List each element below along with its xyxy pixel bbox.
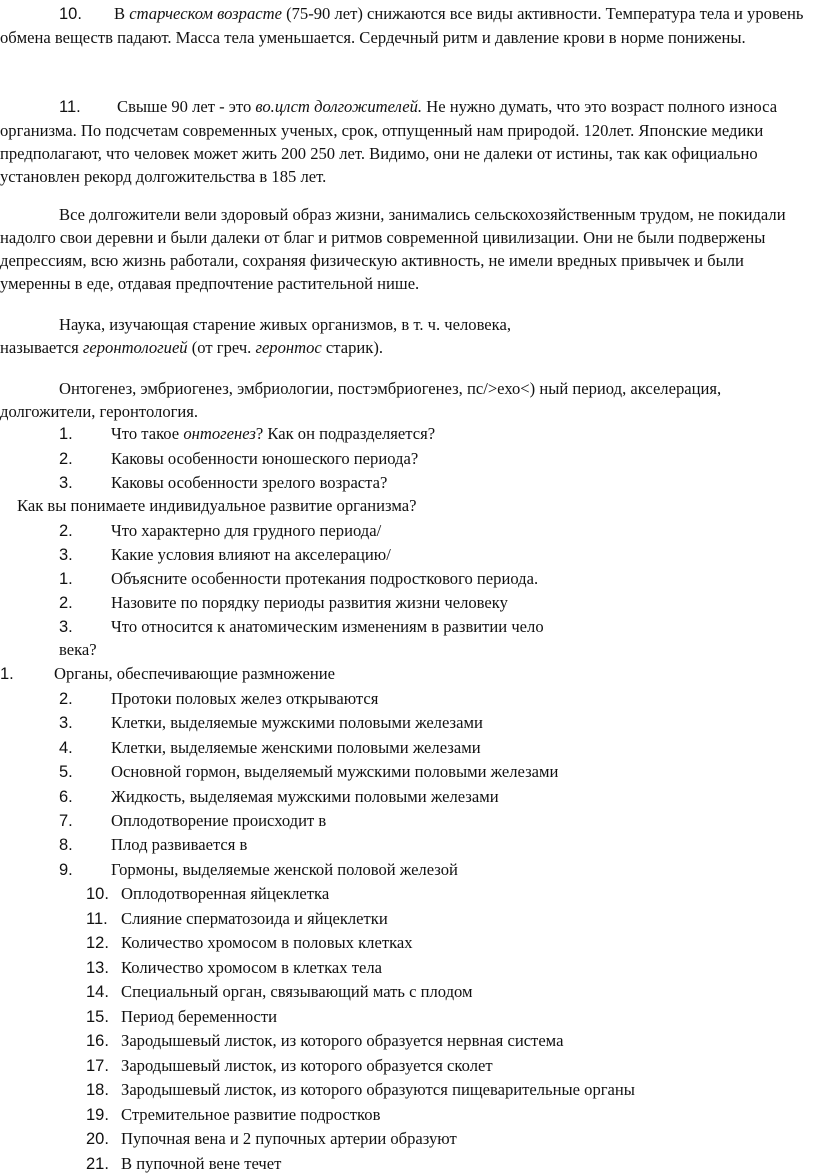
list-text: Период беременности [121,1007,278,1026]
term-list-item [0,1103,816,1127]
list-number: 9. [59,861,73,879]
question-item: 2. Что характерно для грудного периода/ [59,521,382,540]
list-number: 6. [59,788,73,806]
italic-term: онтогенез [183,424,256,443]
paragraph-number: 11. [59,98,81,116]
question-item: 3. Какие условия влияют на акселерацию/ [59,545,391,564]
list-text: Основной гормон, выделяемый мужскими половыми железами [111,762,559,781]
italic-term: геронтос [255,338,322,357]
list-number: 5. [59,763,73,781]
list-text: Клетки, выделяемые мужскими половыми железами [111,713,483,732]
term-list-item [0,956,816,980]
list-number: 16. [86,1032,109,1050]
list-number: 20. [86,1130,109,1148]
term-list-item [0,1127,816,1151]
list-text: Гормоны, выделяемые женской половой железой [111,860,458,879]
term-list-item [0,736,816,760]
list-text: В пупочной вене течет [121,1154,282,1173]
list-number: 8. [59,836,73,854]
term-list-item [0,1078,816,1102]
term-list-item [0,1029,816,1053]
list-text: Слияние сперматозоида и яйцеклетки [121,909,388,928]
term-list-item [0,858,816,882]
term-list-item [0,711,816,735]
italic-term: старческом возрасте [129,4,282,23]
list-text: Стремительное развитие подростков [121,1105,381,1124]
list-text: Плод развивается в [111,835,248,854]
list-number: 19. [86,1106,109,1124]
paragraph-gerontology: Наука, изучающая старение живых организмов, в т. ч. человека, называется геронтологией (от греч. геронтос старик). [0,315,512,357]
question-continuation: века? [59,640,97,659]
question-item: 3. Что относится к анатомическим изменениям в развитии чело [59,617,544,636]
question-item: 1. Что такое онтогенез? Как он подразделяется? [59,424,436,443]
paragraph-number: 10. [59,5,82,23]
list-number: 1. [0,665,14,683]
list-text: Количество хромосом в клетках тела [121,958,382,977]
list-text: Оплодотворение происходит в [111,811,327,830]
list-number: 15. [86,1008,109,1026]
question-standalone: Как вы понимаете индивидуальное развитие организма? [17,496,417,515]
list-number: 14. [86,983,109,1001]
term-list-item [0,1152,816,1176]
term-list-item [0,687,816,711]
list-text: Количество хромосом в половых клетках [121,933,413,952]
list-number: 12. [86,934,109,952]
list-number: 13. [86,959,109,977]
paragraph-longevity-lifestyle: Все долгожители вели здоровый образ жизни, занимались сельскохозяйственным трудом, не покидали надолго свои деревни и были далеки от благ и ритмов современной цивилизации. Они не были подвержены депрессиям, всю жизнь работали, сохраняя физическую активность, не имели вредных привычек и были умеренны в еде, отдавая предпочтение растительной нише. [0,205,786,293]
term-list-item [0,662,816,686]
italic-term: во.цлст долгожителей. [255,97,423,116]
term-list-item [0,1054,816,1078]
paragraph-senile-age: 10. В старческом возрасте (75-90 лет) снижаются все виды активности. Температура тела и уровень обмена веществ падают. Масса тела уменьшается. Сердечный ритм и давление крови в норме понижены. [0,4,804,47]
list-text: Жидкость, выделяемая мужскими половыми железами [111,787,499,806]
list-text: Зародышевый листок, из которого образуется нервная система [121,1031,564,1050]
list-number: 10. [86,885,109,903]
term-list-item [0,980,816,1004]
term-list-item [0,760,816,784]
list-number: 18. [86,1081,109,1099]
list-text: Пупочная вена и 2 пупочных артерии образуют [121,1129,457,1148]
paragraph-longevity-age: 11. Свыше 90 лет - это во.цлст долгожителей. Не нужно думать, что это возраст полного износа организма. По подсчетам современных ученых, срок, отпущенный нам природой. 120лет. Японские медики предполагают, что человек может жить 200 250 лет. Видимо, они не далеки от истины, так как официально установлен рекорд долгожительства в 185 лет. [0,97,778,186]
italic-term: геронтологией [82,338,188,357]
list-number: 7. [59,812,73,830]
list-text: Зародышевый листок, из которого образуется сколет [121,1056,493,1075]
question-item: 3. Каковы особенности зрелого возраста? [59,473,388,492]
question-item: 1. Объясните особенности протекания подросткового периода. [59,569,539,588]
list-text: Протоки половых желез открываются [111,689,379,708]
term-list-item [0,907,816,931]
paragraph-keywords: Онтогенез, эмбриогенез, эмбриологии, постэмбриогенез, пс/>ехо<) ный период, акселерация, долгожители, геронтология. [0,379,722,421]
term-list-item [0,931,816,955]
list-text: Клетки, выделяемые женскими половыми железами [111,738,481,757]
list-number: 4. [59,739,73,757]
term-list-item [0,833,816,857]
term-list-item [0,1005,816,1029]
list-number: 17. [86,1057,109,1075]
list-text: Оплодотворенная яйцеклетка [121,884,330,903]
term-list-item [0,882,816,906]
list-text: Органы, обеспечивающие размножение [54,664,336,683]
list-number: 21. [86,1155,109,1173]
question-item: 2. Назовите по порядку периоды развития жизни человеку [59,593,508,612]
list-number: 2. [59,690,73,708]
question-item: 2. Каковы особенности юношеского периода? [59,449,419,468]
list-number: 11. [86,910,108,928]
list-text: Зародышевый листок, из которого образуются пищеварительные органы [121,1080,635,1099]
list-text: Специальный орган, связывающий мать с плодом [121,982,473,1001]
term-list-item [0,785,816,809]
term-list-item [0,809,816,833]
list-number: 3. [59,714,73,732]
